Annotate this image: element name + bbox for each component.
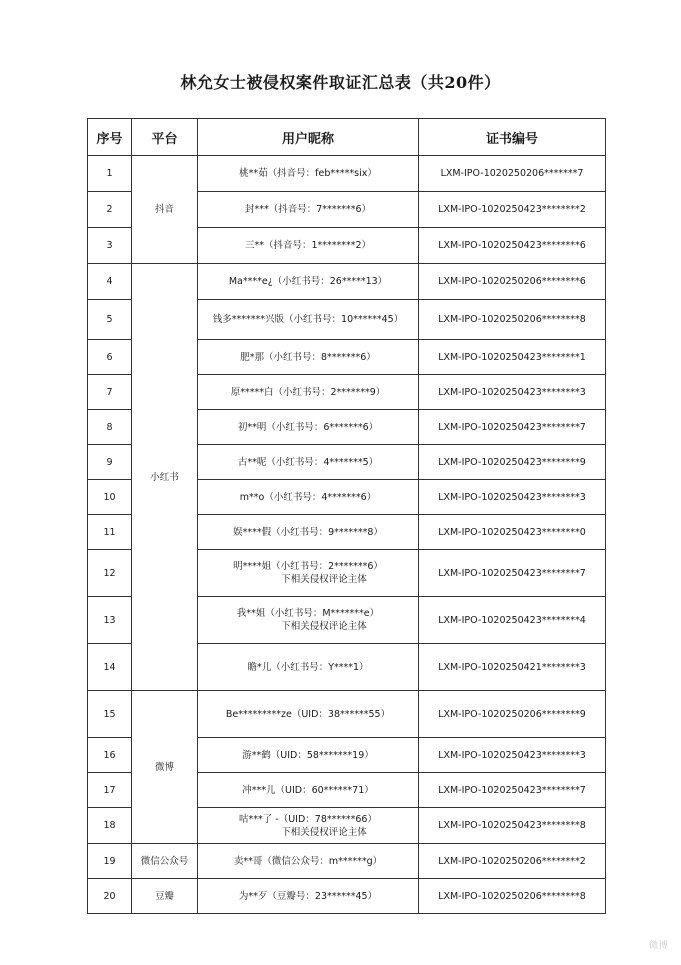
nickname-cell: 游**鹤（UID：58*******19） — [198, 738, 419, 773]
row-index: 20 — [88, 879, 132, 914]
nickname-cell — [198, 808, 419, 844]
nickname-cell: Be*********ze（UID：38******55） — [198, 691, 419, 738]
platform-cell: 微信公众号 — [132, 844, 198, 879]
row-index: 14 — [88, 644, 132, 691]
row-index: 6 — [88, 340, 132, 375]
certificate-cell: LXM-IPO-1020250423********8 — [419, 808, 606, 844]
certificate-cell: LXM-IPO-1020250423********2 — [419, 192, 606, 228]
certificate-cell: LXM-IPO-1020250206********6 — [419, 264, 606, 300]
header-index: 序号 — [88, 119, 132, 156]
platform-cell: 豆瓣 — [132, 879, 198, 914]
nickname-text: 咕***了 -（UID：78******66） — [239, 813, 377, 825]
row-index: 9 — [88, 445, 132, 480]
nickname-note: 下相关侵权评论主体 — [281, 621, 367, 632]
certificate-cell: LXM-IPO-1020250423********3 — [419, 480, 606, 515]
certificate-cell: LXM-IPO-1020250206********9 — [419, 691, 606, 738]
table-row — [88, 879, 606, 914]
nickname-cell: 初**明（小红书号：6*******6） — [198, 410, 419, 445]
document-title: 林允女士被侵权案件取证汇总表（共20件） — [180, 73, 501, 92]
row-index: 13 — [88, 597, 132, 644]
row-index: 15 — [88, 691, 132, 738]
table-header-row — [88, 119, 606, 156]
row-index: 7 — [88, 375, 132, 410]
certificate-cell: LXM-IPO-1020250423********0 — [419, 515, 606, 550]
row-index: 19 — [88, 844, 132, 879]
row-index: 18 — [88, 808, 132, 844]
nickname-cell: 古**呢（小红书号：4*******5） — [198, 445, 419, 480]
certificate-cell: LXM-IPO-1020250423********3 — [419, 738, 606, 773]
nickname-cell: 钱多*******兴版（小红书号：10******45） — [198, 300, 419, 340]
nickname-cell: 原*****白（小红书号：2*******9） — [198, 375, 419, 410]
nickname-cell — [198, 597, 419, 644]
table-row — [88, 156, 606, 192]
certificate-cell: LXM-IPO-1020250423********7 — [419, 773, 606, 808]
row-index: 10 — [88, 480, 132, 515]
row-index: 17 — [88, 773, 132, 808]
certificate-cell: LXM-IPO-1020250206********2 — [419, 844, 606, 879]
nickname-cell: 封***（抖音号：7*******6） — [198, 192, 419, 228]
row-index: 16 — [88, 738, 132, 773]
platform-cell: 微博 — [132, 691, 198, 844]
certificate-cell: LXM-IPO-1020250423********7 — [419, 550, 606, 597]
certificate-cell: LXM-IPO-1020250423********7 — [419, 410, 606, 445]
nickname-cell: 肥*那（小红书号：8*******6） — [198, 340, 419, 375]
row-index: 8 — [88, 410, 132, 445]
row-index: 5 — [88, 300, 132, 340]
row-index: 3 — [88, 228, 132, 264]
nickname-cell — [198, 550, 419, 597]
row-index: 4 — [88, 264, 132, 300]
nickname-cell: 为**歹（豆瓣号：23******45） — [198, 879, 419, 914]
certificate-cell: LXM-IPO-1020250421********3 — [419, 644, 606, 691]
nickname-cell: 冲***儿（UID：60******71） — [198, 773, 419, 808]
nickname-text: 我**姐（小红书号：M*******e） — [236, 608, 380, 619]
row-index: 12 — [88, 550, 132, 597]
nickname-cell: 卖**哥（微信公众号：m******g） — [198, 844, 419, 879]
certificate-cell: LXM-IPO-1020250423********3 — [419, 375, 606, 410]
platform-cell: 小红书 — [132, 264, 198, 691]
row-index: 2 — [88, 192, 132, 228]
evidence-table — [87, 118, 606, 914]
table-row — [88, 691, 606, 738]
certificate-cell: LXM-IPO-1020250206********8 — [419, 300, 606, 340]
watermark: 微博 — [648, 941, 669, 951]
platform-cell: 抖音 — [132, 156, 198, 264]
header-certificate: 证书编号 — [419, 119, 606, 156]
header-nickname: 用户昵称 — [198, 119, 419, 156]
certificate-cell: LXM-IPO-1020250206********8 — [419, 879, 606, 914]
certificate-cell: LXM-IPO-1020250423********4 — [419, 597, 606, 644]
table-row — [88, 264, 606, 300]
certificate-cell: LXM-IPO-1020250206*******7 — [419, 156, 606, 192]
certificate-cell: LXM-IPO-1020250423********9 — [419, 445, 606, 480]
nickname-cell: Ma****e¿（小红书号：26*****13） — [198, 264, 419, 300]
nickname-cell: 三**（抖音号：1********2） — [198, 228, 419, 264]
certificate-cell: LXM-IPO-1020250423********1 — [419, 340, 606, 375]
nickname-cell: 瞻*儿（小红书号：Y****1） — [198, 644, 419, 691]
nickname-note: 下相关侵权评论主体 — [281, 574, 367, 585]
nickname-cell: m**o（小红书号：4*******6） — [198, 480, 419, 515]
nickname-cell: 娱****假（小红书号：9*******8） — [198, 515, 419, 550]
nickname-text: 明****姐（小红书号：2*******6） — [233, 561, 383, 572]
nickname-cell: 桃**茹（抖音号：feb*****six） — [198, 156, 419, 192]
row-index: 1 — [88, 156, 132, 192]
header-platform: 平台 — [132, 119, 198, 156]
nickname-note: 下相关侵权评论主体 — [281, 826, 367, 838]
row-index: 11 — [88, 515, 132, 550]
table-row — [88, 844, 606, 879]
certificate-cell: LXM-IPO-1020250423********6 — [419, 228, 606, 264]
